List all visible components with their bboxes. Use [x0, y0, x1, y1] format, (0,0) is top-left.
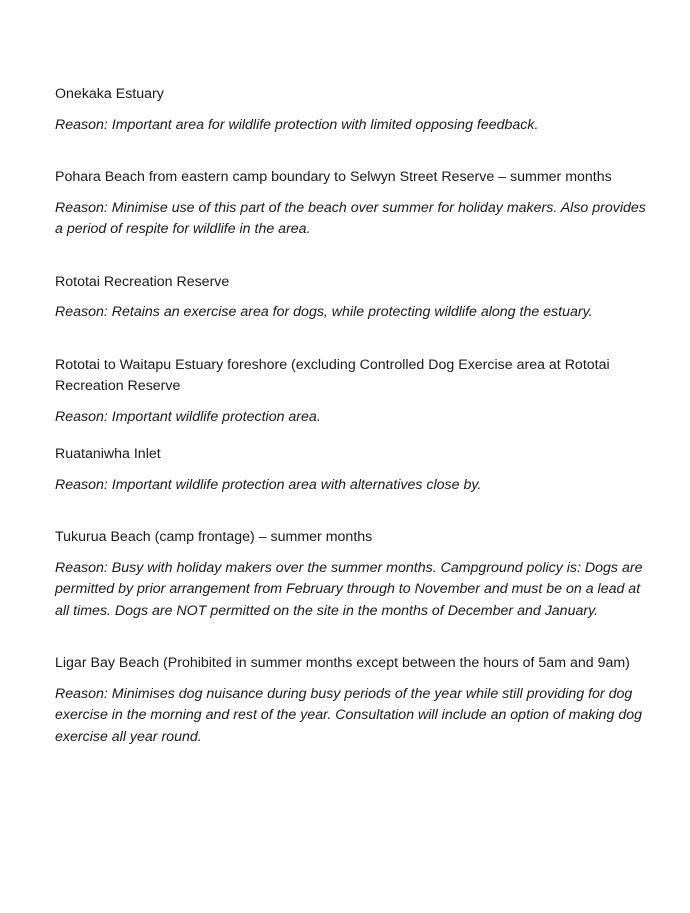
reason-text: Reason: Important wildlife protection area with alternatives close by. — [55, 476, 482, 493]
reason-text: Reason: Retains an exercise area for dogs, while protecting wildlife along the estuary. — [55, 304, 593, 320]
entry-rototai-waitapu-foreshore — [55, 355, 655, 429]
reason-text: Reason: Minimises dog nuisance during busy periods of the year while still providing for dog exercise in the morning and rest of the year. Consultation will include an option of making dog exercise all year round. — [55, 685, 643, 745]
entry-ruataniwha-inlet — [55, 444, 655, 496]
place-name: Ligar Bay Beach (Prohibited in summer months except between the hours of 5am and 9am) — [55, 655, 630, 671]
document-body — [55, 84, 655, 748]
entry-rototai-recreation-reserve — [55, 272, 655, 324]
reason-text: Reason: Minimise use of this part of the beach over summer for holiday makers. Also provides a period of respite for wildlife in the area. — [55, 199, 646, 237]
place-name: Onekaka Estuary — [55, 86, 164, 102]
place-name: Tukurua Beach (camp frontage) – summer months — [55, 529, 373, 545]
reason-text: Reason: Important area for wildlife protection with limited opposing feedback. — [55, 116, 539, 133]
entry-pohara-beach — [55, 167, 655, 241]
place-name: Rototai Recreation Reserve — [55, 273, 230, 290]
place-name: Rototai to Waitapu Estuary foreshore (excluding Controlled Dog Exercise area at Rototai Recreation Reserve — [55, 356, 610, 394]
entry-ligar-bay-beach — [55, 653, 655, 748]
entry-tukurua-beach — [55, 527, 655, 622]
reason-text: Reason: Important wildlife protection area. — [55, 408, 321, 425]
reason-text: Reason: Busy with holiday makers over the summer months. Campground policy is: Dogs are permitted by prior arrangement from February through to November and must be on a lead at all times. Dogs are NOT permitted on the site in the months of December and January. — [55, 559, 643, 619]
place-name: Ruataniwha Inlet — [55, 446, 161, 462]
place-name: Pohara Beach from eastern camp boundary to Selwyn Street Reserve – summer months — [55, 169, 612, 185]
entry-onekaka-estuary — [55, 84, 655, 136]
